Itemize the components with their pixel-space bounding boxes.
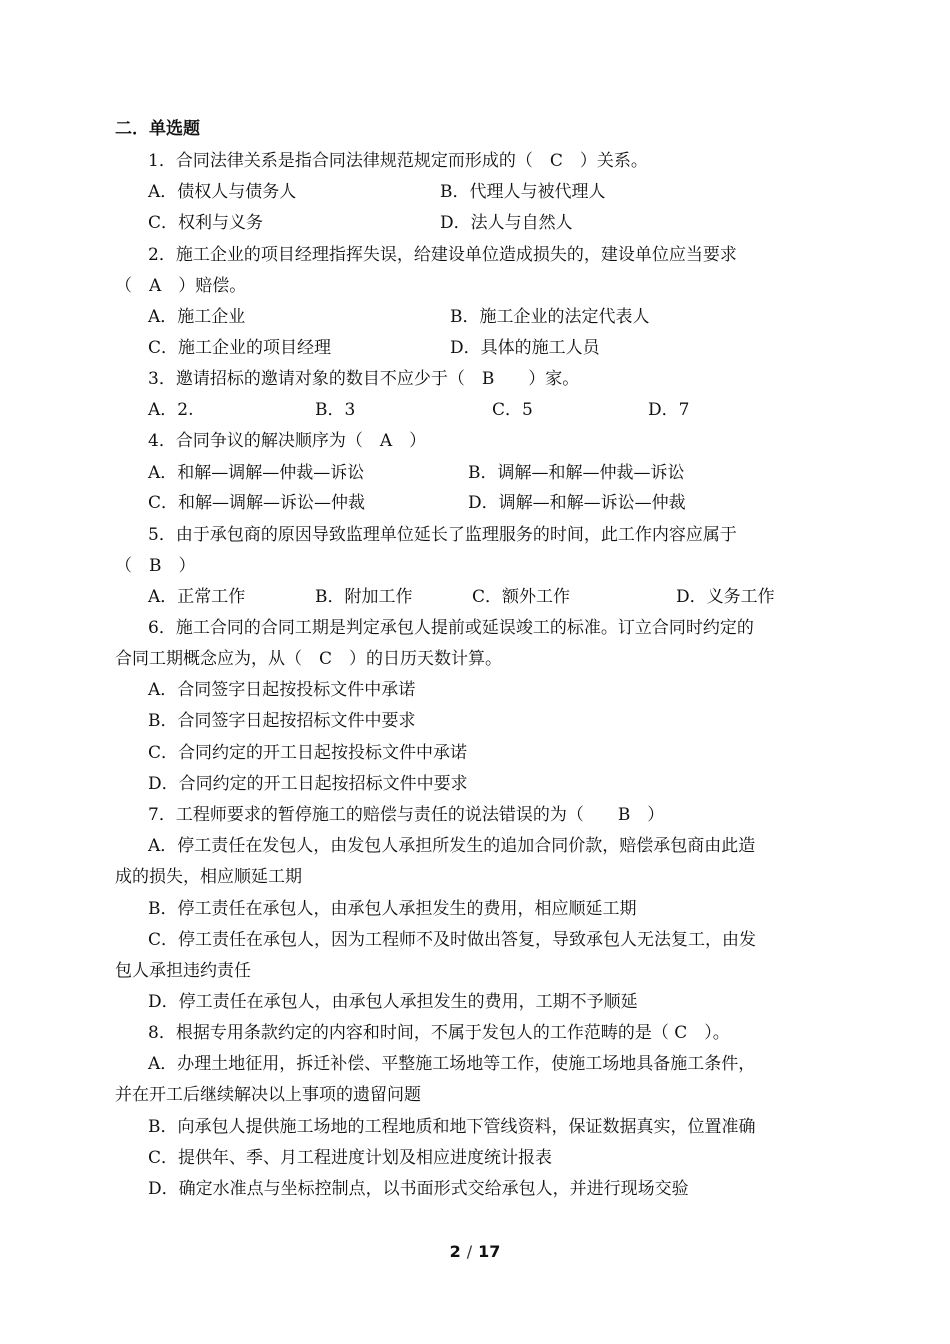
question-8-option-a-line-2: 并在开工后继续解决以上事项的遗留问题 [115,1085,421,1105]
question-6-option-a: A．合同签字日起按投标文件中承诺 [148,680,416,700]
page-number-footer [0,1241,950,1263]
question-2-stem-line-1: 2．施工企业的项目经理指挥失误，给建设单位造成损失的，建设单位应当要求 [148,245,737,265]
current-page-number: 2 [449,1242,461,1261]
section-title: 二．单选题 [115,119,200,139]
question-8-stem: 8．根据专用条款约定的内容和时间，不属于发包人的工作范畴的是（ C ）。 [148,1023,730,1043]
question-5-option-d: D．义务工作 [676,587,775,607]
question-2-stem-line-2: （ A ）赔偿。 [115,276,247,296]
question-1-option-d: D．法人与自然人 [440,213,573,233]
question-5-stem-line-1: 5．由于承包商的原因导致监理单位延长了监理服务的时间，此工作内容应属于 [148,525,737,545]
question-5-stem-line-2: （ B ） [115,556,196,576]
question-7-option-a-line-1: A．停工责任在发包人，由发包人承担所发生的追加合同价款，赔偿承包商由此造 [148,836,756,856]
question-6-option-c: C．合同约定的开工日起按投标文件中承诺 [148,743,468,763]
question-2-option-c: C．施工企业的项目经理 [148,338,332,358]
total-page-count: 17 [478,1242,501,1261]
question-3-stem: 3．邀请招标的邀请对象的数目不应少于（ B ）家。 [148,369,580,389]
question-4-option-d: D．调解—和解—诉讼—仲裁 [468,493,686,513]
question-8-option-a-line-1: A．办理土地征用，拆迁补偿、平整施工场地等工作，使施工场地具备施工条件， [148,1054,756,1074]
question-8-option-b: B．向承包人提供施工场地的工程地质和地下管线资料，保证数据真实，位置准确 [148,1117,756,1137]
question-5-option-c: C．额外工作 [472,587,571,607]
page-separator: / [466,1242,473,1261]
question-4-option-b: B．调解—和解—仲裁—诉讼 [468,463,685,483]
question-4-option-c: C．和解—调解—诉讼—仲裁 [148,493,366,513]
question-8-option-c: C．提供年、季、月工程进度计划及相应进度统计报表 [148,1148,553,1168]
question-5-option-a: A．正常工作 [148,587,246,607]
question-6-option-b: B．合同签字日起按招标文件中要求 [148,711,416,731]
question-3-option-c: C．5 [492,400,533,420]
question-1-option-a: A．债权人与债务人 [148,182,297,202]
question-1-option-b: B．代理人与被代理人 [440,182,606,202]
question-6-stem-line-1: 6．施工合同的合同工期是判定承包人提前或延误竣工的标准。订立合同时约定的 [148,618,754,638]
question-3-option-a: A．2. [148,400,194,420]
question-3-option-b: B．3 [315,400,356,420]
question-4-option-a: A．和解—调解—仲裁—诉讼 [148,463,365,483]
question-1-option-c: C．权利与义务 [148,213,264,233]
question-8-option-d: D．确定水准点与坐标控制点，以书面形式交给承包人，并进行现场交验 [148,1179,689,1199]
question-5-option-b: B．附加工作 [315,587,413,607]
question-7-option-c-line-1: C．停工责任在承包人，因为工程师不及时做出答复，导致承包人无法复工，由发 [148,930,757,950]
question-2-option-d: D．具体的施工人员 [450,338,600,358]
question-3-option-d: D．7 [648,400,690,420]
question-4-stem: 4．合同争议的解决顺序为（ A ） [148,431,427,451]
question-7-option-c-line-2: 包人承担违约责任 [115,961,251,981]
question-2-option-a: A．施工企业 [148,307,246,327]
question-7-stem: 7．工程师要求的暂停施工的赔偿与责任的说法错误的为（ B ） [148,805,665,825]
question-7-option-b: B．停工责任在承包人，由承包人承担发生的费用，相应顺延工期 [148,899,637,919]
question-2-option-b: B．施工企业的法定代表人 [450,307,650,327]
question-7-option-d: D．停工责任在承包人，由承包人承担发生的费用，工期不予顺延 [148,992,638,1012]
question-6-option-d: D．合同约定的开工日起按招标文件中要求 [148,774,468,794]
question-7-option-a-line-2: 成的损失，相应顺延工期 [115,867,302,887]
question-1-stem: 1．合同法律关系是指合同法律规范规定而形成的（ C ）关系。 [148,151,648,171]
question-6-stem-line-2: 合同工期概念应为，从（ C ）的日历天数计算。 [115,649,503,669]
